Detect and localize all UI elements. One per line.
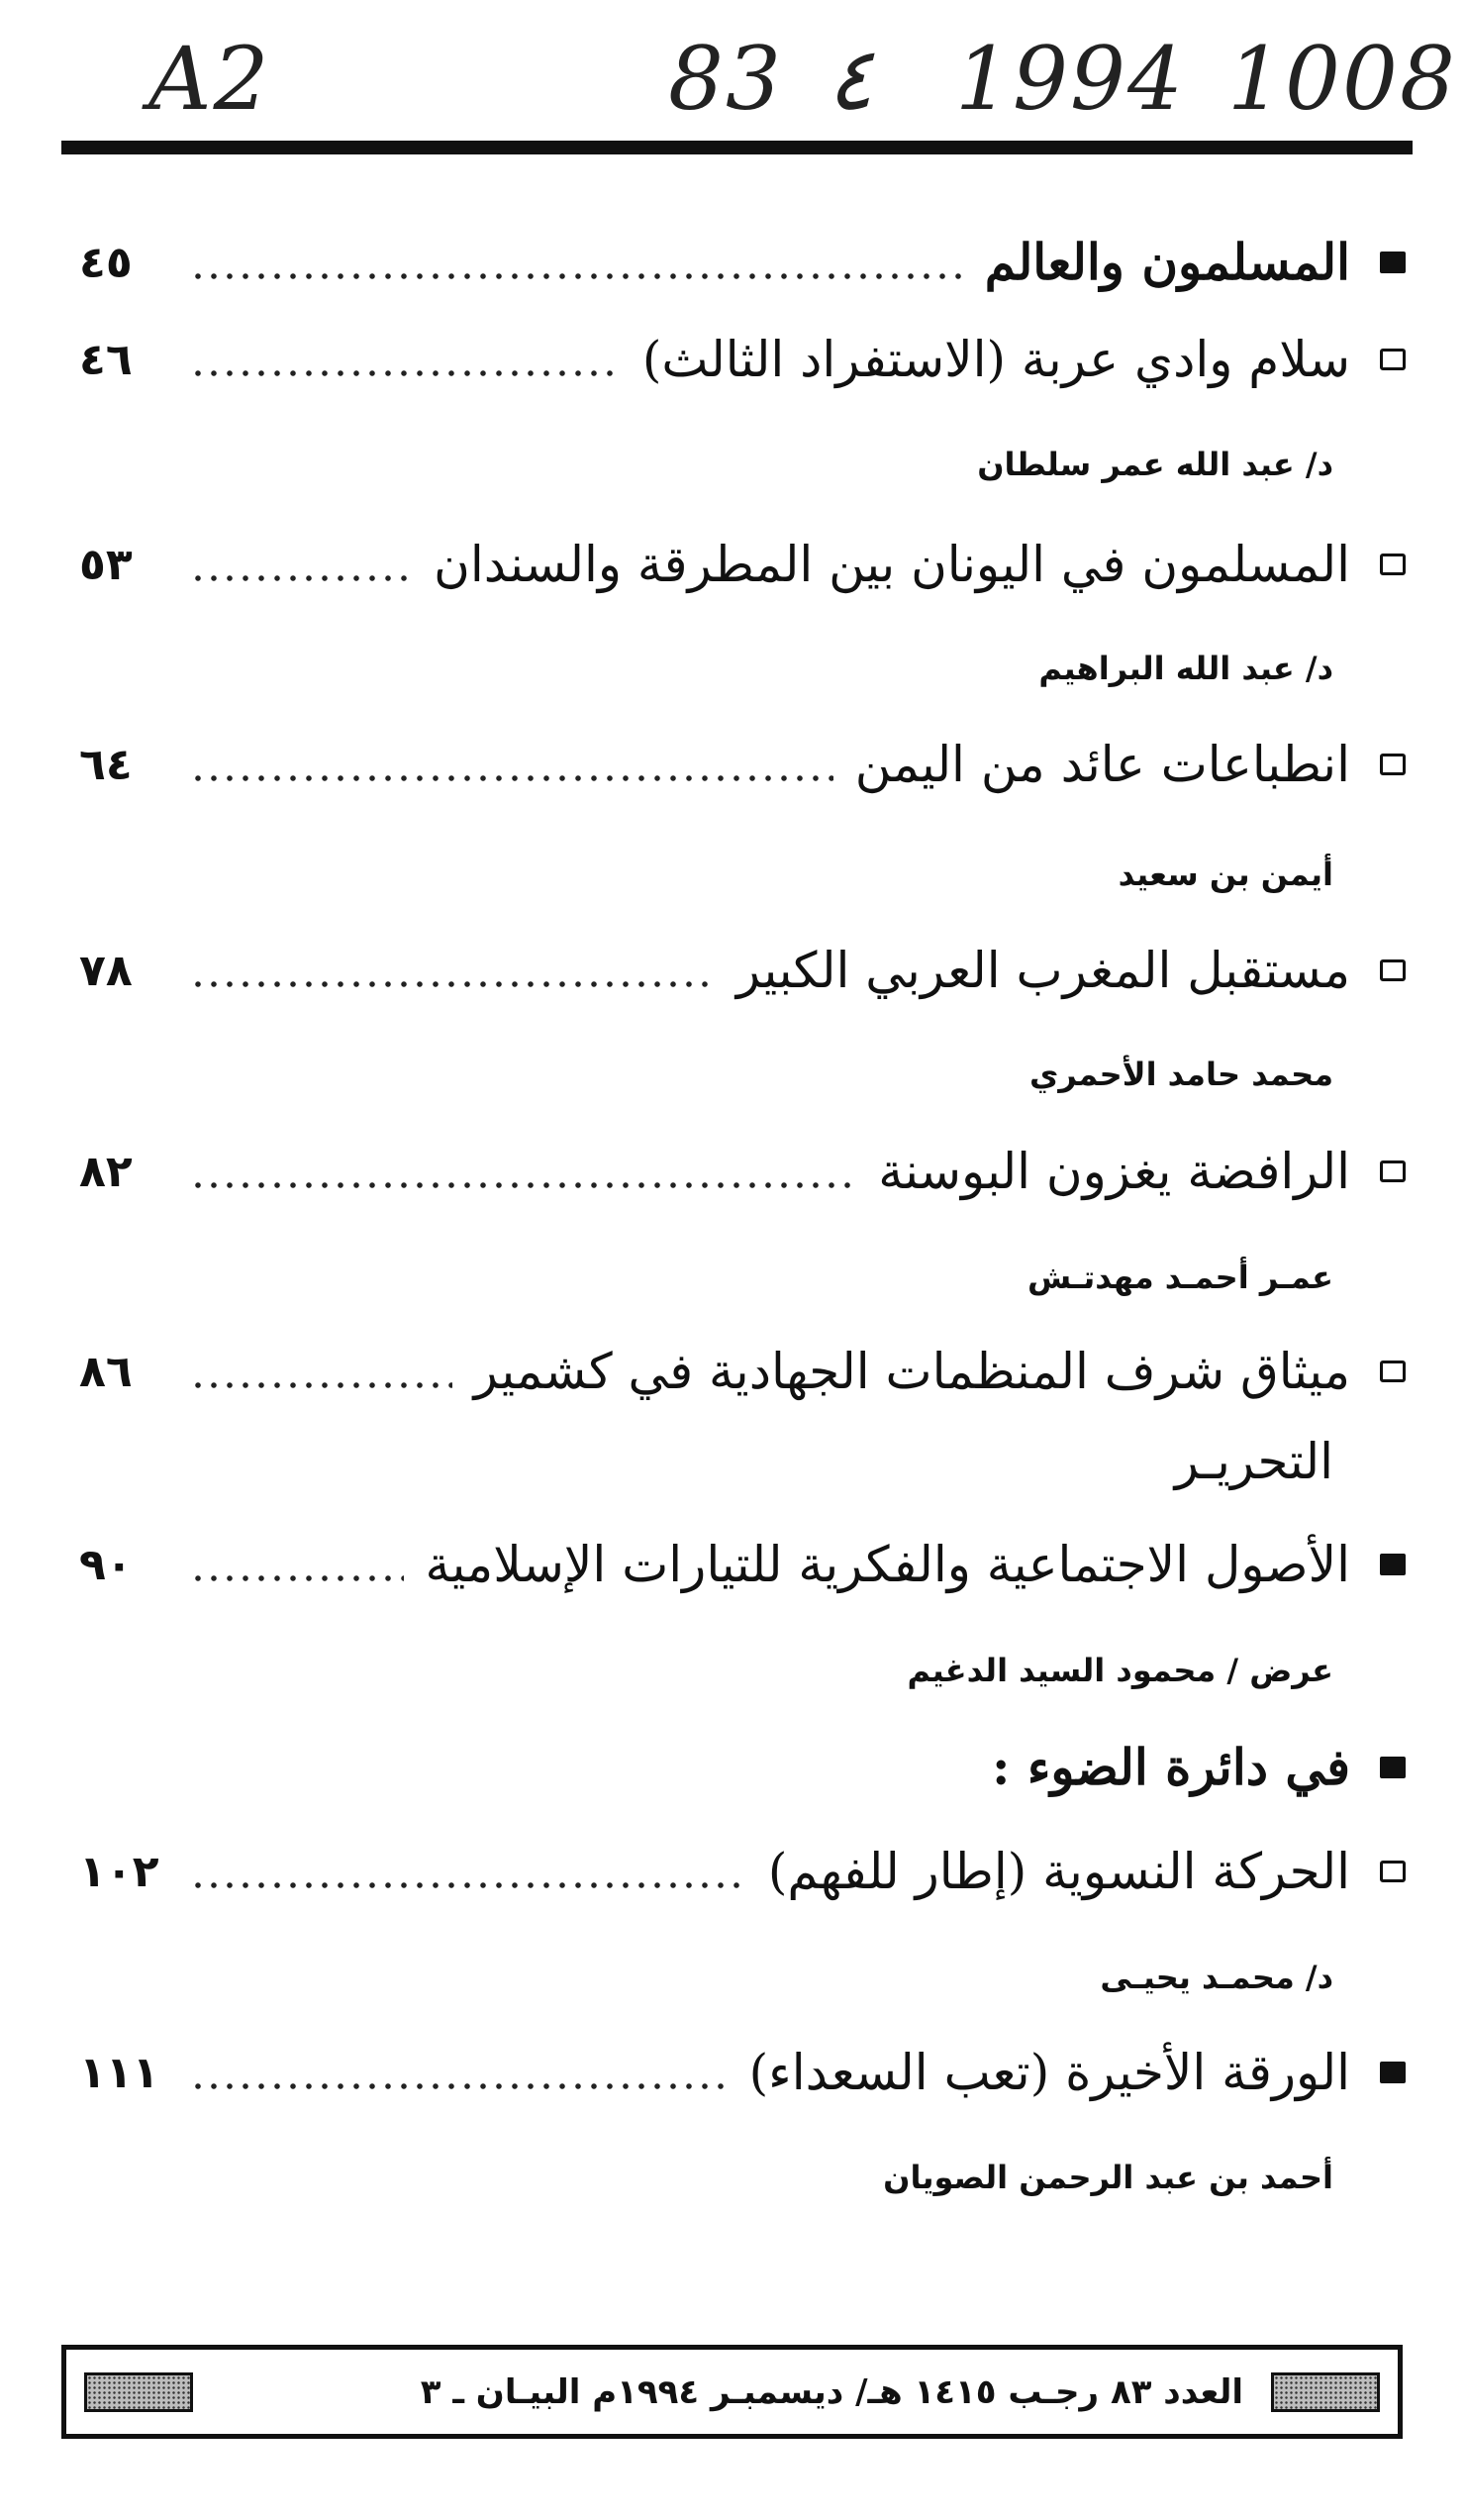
toc-entry-page: ٨٢ — [79, 1146, 133, 1197]
handwritten-month: ٤ — [827, 28, 874, 130]
toc-entry-title: الورقة الأخيرة (تعب السعداء) — [748, 2044, 1350, 2101]
toc-entry[interactable] — [79, 1127, 1406, 1216]
filled-square-bullet-icon — [1380, 1554, 1406, 1575]
open-square-bullet-icon — [1380, 959, 1406, 981]
dotted-pattern-swatch-icon — [84, 2372, 193, 2412]
toc-entry-page: ١٠٢ — [79, 1846, 159, 1897]
toc-entry-author: التحريـر — [1174, 1433, 1333, 1490]
toc-entry[interactable] — [79, 520, 1406, 609]
filled-square-bullet-icon — [1380, 252, 1406, 273]
dot-leader — [190, 273, 963, 279]
toc-entry-author: د/ محمـد يحيـى — [1100, 1959, 1333, 1996]
toc-entry-title: الرافضة يغزون البوسنة — [878, 1143, 1350, 1200]
toc-entry-author: د/ عبد الله عمر سلطان — [977, 446, 1333, 483]
dot-leader — [190, 370, 621, 376]
dotted-pattern-swatch-icon — [1271, 2372, 1380, 2412]
toc-entry-title: ميثاق شرف المنظمات الجهادية في كشمير — [473, 1343, 1350, 1400]
dot-leader — [190, 1575, 404, 1581]
toc-section-heading — [79, 1723, 1406, 1812]
open-square-bullet-icon — [1380, 1861, 1406, 1882]
dot-leader — [190, 981, 715, 987]
filled-square-bullet-icon — [1380, 2062, 1406, 2083]
open-square-bullet-icon — [1380, 1160, 1406, 1182]
toc-entry-title: سلام وادي عربة (الاستفراد الثالث) — [641, 331, 1350, 388]
open-square-bullet-icon — [1380, 554, 1406, 575]
toc-entry[interactable] — [79, 2028, 1406, 2117]
open-square-bullet-icon — [1380, 754, 1406, 775]
handwritten-issue-number: 83 — [668, 28, 783, 130]
toc-entry-author: محمد حامد الأحمري — [1028, 1056, 1333, 1093]
dot-leader — [190, 2083, 728, 2089]
handwritten-code: 1008 — [1227, 28, 1457, 130]
toc-entry-title: المسلمون في اليونان بين المطرقة والسندان — [434, 536, 1350, 593]
toc-entry-page: ٧٨ — [79, 945, 133, 996]
toc-entry-page: ١١١ — [79, 2047, 159, 2098]
issue-footer — [61, 2345, 1403, 2439]
toc-entry-title: الأصول الاجتماعية والفكرية للتيارات الإسلامية — [425, 1536, 1350, 1593]
toc-entry[interactable] — [79, 720, 1406, 809]
toc-entry-author: أحمد بن عبد الرحمن الصويان — [883, 2159, 1333, 2196]
toc-entry[interactable] — [79, 218, 1406, 307]
toc-entry-author: د/ عبد الله البراهيم — [1038, 650, 1333, 687]
toc-entry-page: ٤٦ — [79, 334, 133, 385]
toc-entry-author: عرض / محمود السيد الدغيم — [907, 1652, 1333, 1689]
toc-entry-title: المسلمون والعالم — [984, 233, 1350, 291]
dot-leader — [190, 1382, 452, 1388]
toc-entry-page: ٦٤ — [79, 739, 133, 790]
handwritten-note-a2: A2 — [148, 28, 271, 130]
toc-entry-page: ٤٥ — [79, 237, 133, 288]
toc-entry-page: ٨٦ — [79, 1346, 133, 1397]
dot-leader — [190, 775, 833, 781]
toc-entry-title: انطباعات عائد من اليمن — [854, 736, 1350, 793]
toc-entry[interactable] — [79, 926, 1406, 1015]
dot-leader — [190, 1182, 856, 1188]
toc-entry[interactable] — [79, 1520, 1406, 1609]
toc-entry-page: ٥٣ — [79, 539, 133, 590]
toc-entry-author: عمـر أحمـد مهدتـش — [1027, 1259, 1333, 1296]
toc-entry[interactable] — [79, 1327, 1406, 1416]
toc-entry-title: الحركة النسوية (إطار للفهم) — [767, 1843, 1350, 1900]
toc-entry-title: مستقبل المغرب العربي الكبير — [735, 942, 1350, 999]
toc-entry-author: أيمن بن سعيد — [1118, 856, 1333, 893]
toc-section-title: في دائرة الضوء : — [992, 1738, 1350, 1796]
open-square-bullet-icon — [1380, 349, 1406, 370]
open-square-bullet-icon — [1380, 1361, 1406, 1382]
toc-entry[interactable] — [79, 1827, 1406, 1916]
footer-issue-info: العدد ٨٣ رجـب ١٤١٥ هـ/ ديسمبـر ١٩٩٤م البيـان ـ ٣ — [420, 2371, 1243, 2412]
handwritten-year: 1994 — [955, 28, 1185, 130]
toc-entry-page: ٩٠ — [79, 1539, 133, 1590]
toc-entry[interactable] — [79, 315, 1406, 404]
filled-square-bullet-icon — [1380, 1757, 1406, 1778]
dot-leader — [190, 575, 412, 581]
dot-leader — [190, 1882, 746, 1888]
